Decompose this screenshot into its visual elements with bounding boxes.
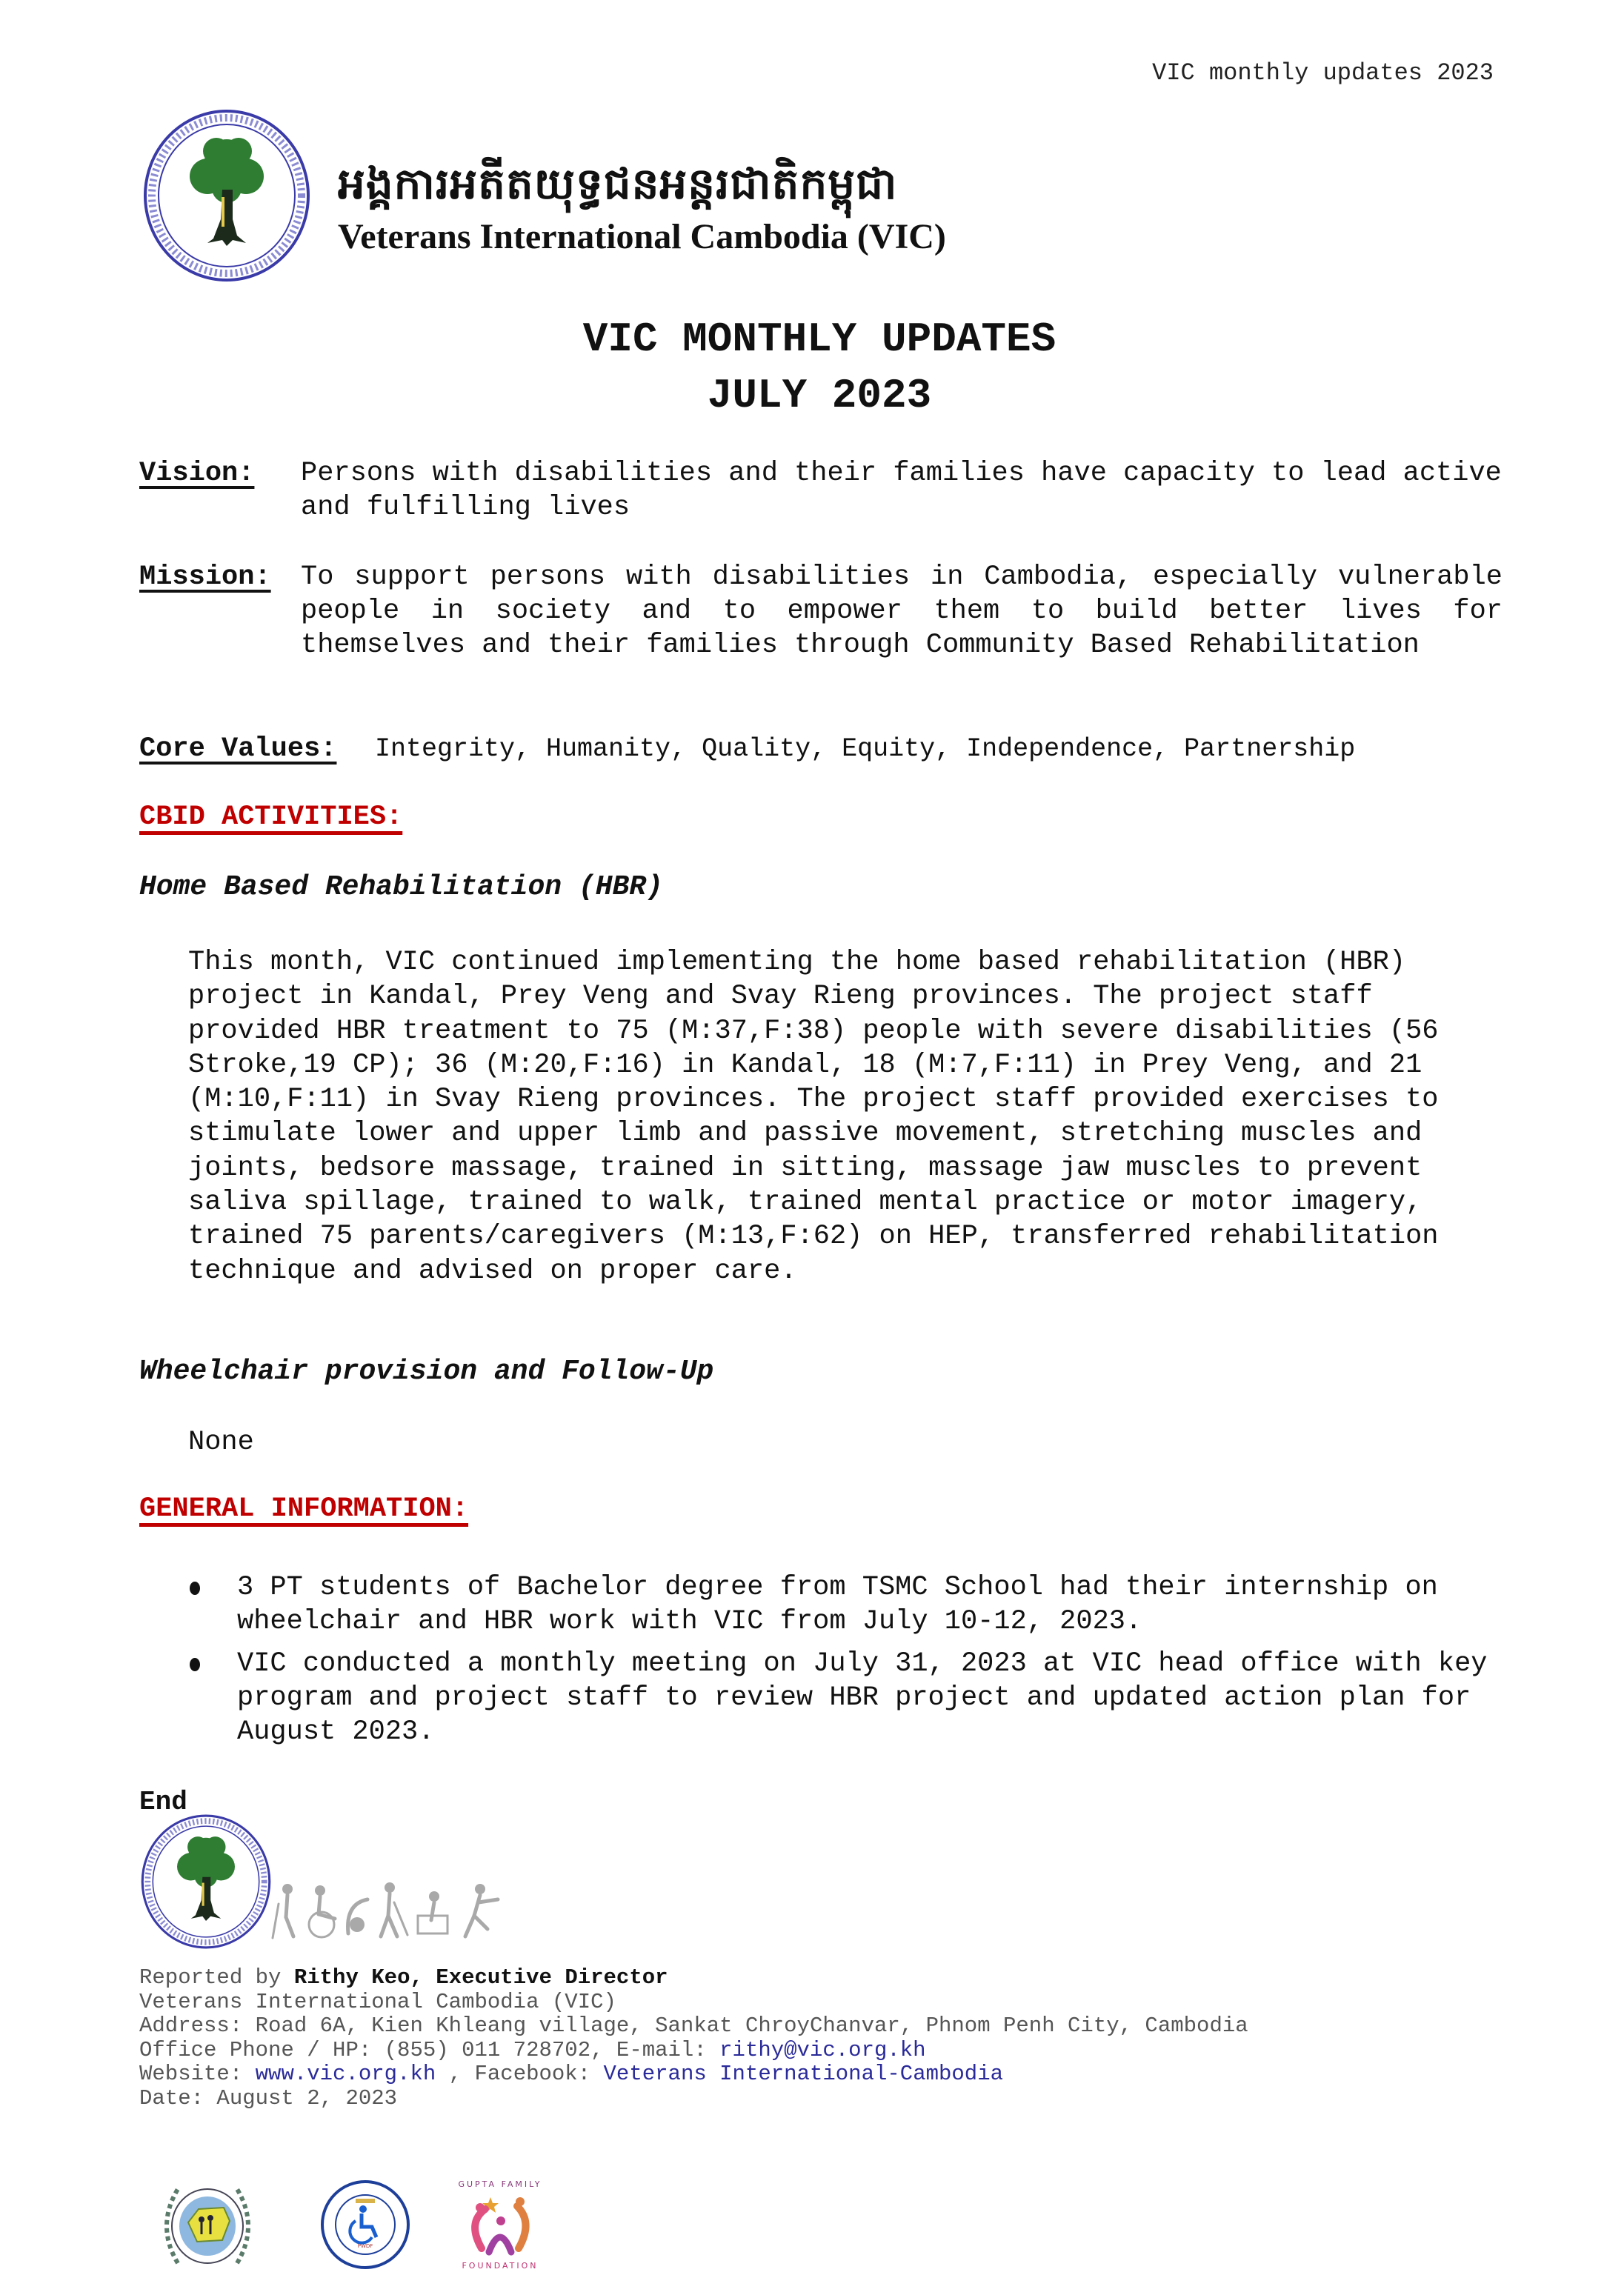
list-item [188,1647,1507,1750]
disability-figures-icon [271,1882,508,1941]
reporter-separator: , [410,1965,436,1990]
mission-label: Mission: [139,562,271,593]
address-label: Address: [139,2013,256,2038]
phone-value: (855) 011 728702 [384,2037,591,2062]
running-header: VIC monthly updates 2023 [1152,59,1494,87]
title-line-1: VIC MONTHLY UPDATES [582,316,1056,363]
core-values-text: Integrity, Humanity, Quality, Equity, Independence, Partnership [375,734,1356,764]
title-line-2: JULY 2023 [707,372,932,419]
core-values-label: Core Values: [139,733,337,765]
list-item-text: 3 PT students of Bachelor degree from TSMC School had their internship on wheelchair and HBR work with VIC from July 10-12, 2023. [237,1572,1438,1638]
org-name-english: Veterans International Cambodia (VIC) [338,217,946,256]
subheading-home-based-rehabilitation: Home Based Rehabilitation (HBR) [139,871,663,903]
gupta-logo-bottom-text: FOUNDATION [462,2261,539,2271]
section-heading-cbid-activities: CBID ACTIVITIES: [139,802,403,833]
bullet-icon [190,1658,200,1671]
reported-by-line [139,1966,1248,1991]
section-heading-general-information: GENERAL INFORMATION: [139,1493,469,1525]
website-label: Website: [139,2062,256,2086]
mission-text: To support persons with disabilities in Cambodia, especially vulnerable people in society and to empower them to build better lives for themselves and their families through Community Based Rehabilitation [301,562,1502,661]
wheelchair-paragraph: None [188,1427,254,1458]
facebook-label: , Facebook: [436,2062,604,2086]
date-value: August 2, 2023 [216,2085,398,2111]
address-value: Road 6A, Kien Khleang village, Sankat ChroyChanvar, Phnom Penh City, Cambodia [255,2013,1248,2038]
core-values [139,732,1502,766]
list-item [188,1570,1507,1639]
footer-org-name: Veterans International Cambodia (VIC) [139,1989,616,2014]
hbr-paragraph: This month, VIC continued implementing the home based rehabilitation (HBR) project in Kandal, Prey Veng and Svay Rieng provinces. The project staff provided HBR treatment to 75 (M:37,F:38) people with severe disabilities (56 Stroke,19 CP); 36 (M:20,F:16) in Kandal, 18 (M:7,F:11) in Prey Veng, and 21 (M:10,F:11) in Svay Rieng provinces. The project staff provided exercises to stimulate lower and upper limb and passive movement, stretching muscles and joints, bedsore massage, trained in sitting, massage jaw muscles to prevent saliva spillage, trained to walk, trained mental practice or motor imagery, trained 75 parents/caregivers (M:13,F:62) on HEP, transferred rehabilitation technique and advised on proper care. [188,947,1439,1287]
end-label: End [139,1787,187,1817]
reporter-title: Executive Director [436,1965,668,1990]
website-link[interactable]: www.vic.org.kh [255,2062,436,2086]
vic-tree-seal-logo-icon [139,108,314,283]
document-title [0,311,1624,424]
pwdf-abbr: PWDF [357,2243,373,2249]
vision-statement [139,456,1502,523]
email-label: , E-mail: [590,2037,720,2062]
gupta-family-foundation-logo-icon [452,2171,548,2274]
website-facebook-line [139,2062,1248,2087]
date-label: Date: [139,2085,217,2111]
subheading-wheelchair-provision: Wheelchair provision and Follow-Up [139,1356,714,1388]
date-line [139,2087,1248,2111]
vision-text: Persons with disabilities and their families have capacity to lead active and fulfilling lives [301,458,1502,523]
phone-label: Office Phone / HP: [139,2037,385,2062]
facebook-link[interactable]: Veterans International-Cambodia [603,2062,1004,2086]
report-footer [139,1966,1248,2111]
phone-email-line [139,2039,1248,2063]
ministry-social-affairs-seal-logo-icon [156,2178,259,2274]
persons-with-disabilities-foundation-logo-icon [319,2178,412,2271]
list-item-text: VIC conducted a monthly meeting on July 31, 2023 at VIC head office with key program and project staff to review HBR project and updated action plan for August 2023. [237,1648,1488,1748]
vision-label: Vision: [139,458,255,489]
address-line [139,2014,1248,2039]
reported-by-label: Reported by [139,1965,294,1990]
gupta-logo-top-text: GUPTA FAMILY [458,2179,542,2189]
mission-statement [139,560,1502,661]
general-information-list [188,1570,1507,1756]
org-name-khmer: អង្គការអតីតយុទ្ធជនអន្តរជាតិកម្ពុជា [338,159,898,209]
email-link[interactable]: rithy@vic.org.kh [719,2037,926,2062]
vic-tree-seal-logo-icon [138,1813,274,1950]
bullet-icon [190,1582,200,1595]
reporter-name: Rithy Keo [293,1965,410,1990]
